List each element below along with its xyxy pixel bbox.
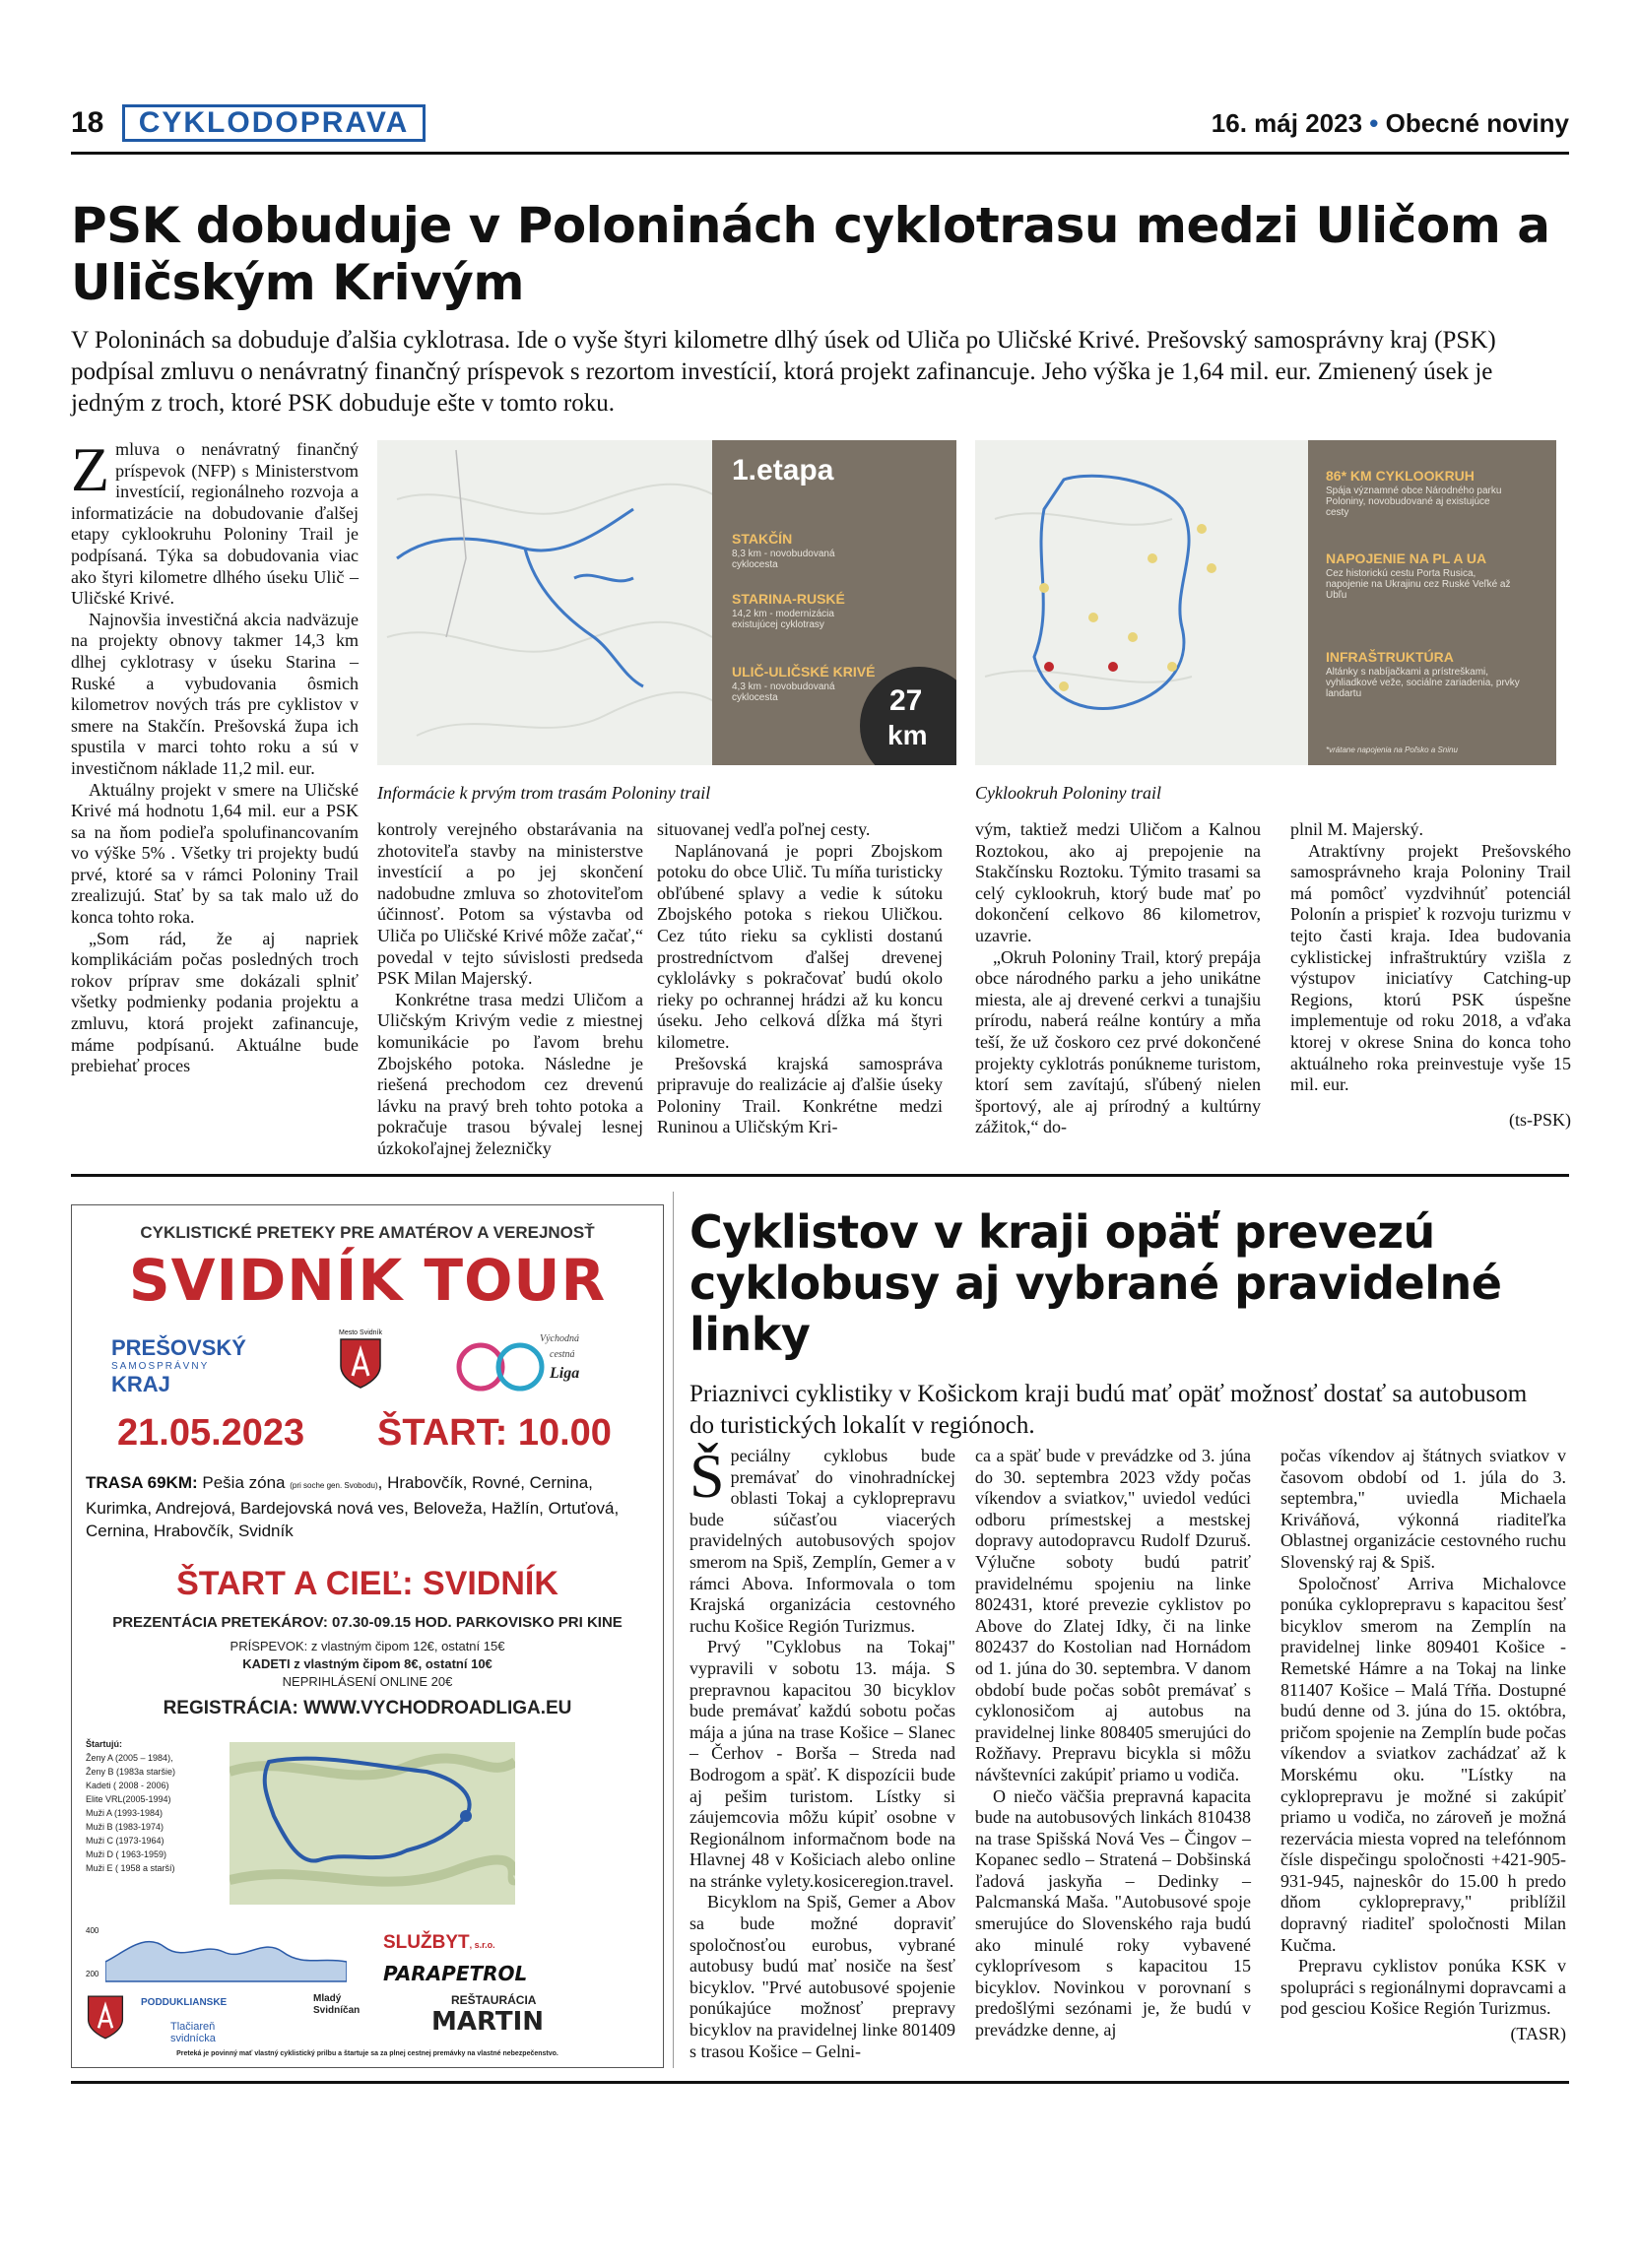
issue-date: 16. máj 2023: [1211, 108, 1363, 138]
sponsor-restauracia: REŠTAURÁCIA: [451, 1993, 537, 2007]
sponsor-text: Tlačiareň: [170, 2021, 216, 2033]
vychodna-liga-logo: [446, 1328, 604, 1396]
paragraph: „Okruh Poloniny Trail, ktorý prepája obce národného parku a jeho unikátne miesta, ale aj drevené cerkvi a tunajšiu prírodu, naberá reálne kontúry a mňa teší, že už čoskoro cez prvé dokončené projekty cyklotrás ponúkneme turistom, ktorí sem zavítajú, sľúbený nielen športový, ale aj prírodný a kultúrny zážitok,“ do-: [975, 946, 1261, 1137]
route-description: [86, 1471, 647, 1542]
sponsor-tlaciaren: [170, 2021, 216, 2044]
article1-column-4: [975, 819, 1261, 1138]
registration-url: REGISTRÁCIA: WWW.VYCHODROADLIGA.EU: [163, 1698, 572, 1718]
poster-title: SVIDNÍK TOUR: [128, 1247, 607, 1314]
elevation-profile: [86, 1922, 347, 1991]
total-number: 27: [889, 684, 923, 717]
sponsor-mlady-svidnican: [313, 1993, 360, 2017]
paragraph: Prešovská krajská samospráva pripravuje do realizácie aj ďalšie úseky Poloniny Trail. Konkrétne medzi Runinou a Uličským Kri-: [657, 1053, 943, 1137]
page-number: 18: [71, 106, 104, 139]
paper-name: Obecné noviny: [1385, 108, 1569, 138]
paragraph: Bicyklom na Spiš, Gemer a Abov sa bude možné dopraviť spoločnosťou eurobus, vybrané autobusy budú mať nosiče na šesť bicyklov. "Prvé autobusové spojenie ponúkajúce možnosť prepravy bicyklov na pravidelnej linke 801409 s trasou Košice – Gelni-: [689, 1892, 955, 2061]
profile-axis-label: 200: [86, 1970, 99, 1978]
article2-signature: (TASR): [1510, 2024, 1566, 2044]
paragraph: Konkrétne trasa medzi Uličom a Uličským Krivým vedie z miestnej komunikácie po ľavom brehu Zbojského potoka. Následne je riešená prechodom cez drevenú lávku na pravý breh tohto potoka a pokračuje trasou bývalej lesnej úzkokoľajnej železničky: [377, 989, 643, 1158]
route-map: [230, 1742, 515, 1905]
town-label: Mesto Svidník: [339, 1329, 382, 1336]
shield-icon: [86, 1993, 125, 2041]
category-item: Muži E ( 1958 a starší): [86, 1863, 175, 1873]
category-item: Muži B (1983-1974): [86, 1822, 164, 1832]
psk-logo: [111, 1335, 246, 1397]
paragraph: Naplánovaná je popri Zbojskom potoku do obce Ulič. Tu míňa turisticky obľúbené splavy a vedie k sútoku Zbojského potoka s riekou Uličkou. Cez túto rieku sa cyklisti dostanú prostredníctvom ďalšej drevenej cyklolávky s pokračovať budú okolo rieky po ochrannej hrádzi až ku koncu úseku. Jeho celková dĺžka má štyri kilometre.: [657, 840, 943, 1052]
article1-column-3: [657, 819, 943, 1138]
route-text: Pešia zóna: [202, 1473, 286, 1492]
total-unit: km: [887, 720, 928, 750]
paragraph: ca a späť bude v prevádzke od 3. júna do 30. septembra 2023 vždy počas víkendov a sviatkov," uviedol vedúci odboru prímestskej a mestskej dopravy autodopravcu Rudolf Dzuruš. Výlučne soboty budú patriť pravidelnému spojeniu na linke 802431, ktoré prevezie cyklistov po Above do Zlatej Idky, či na linke 802437 do Kostolian nad Hornádom od 1. júna do 30. septembra. V danom období bude počas sobôt premávať s cyklonosičom aj autobus na pravidelnej linke 808405 smerujúci do Rožňavy. Prepravu bicykla si môžu návštevníci zakúpiť priamo u vodiča.: [975, 1446, 1251, 1784]
route-text: , Hrabovčík, Rovné, Cernina, Kurimka, Andrejová, Bardejovská nová ves, Beloveža, Hažlín, Ortuťová, Cernina, Hrabovčík, Svidník: [86, 1473, 620, 1540]
panel-text: Spája významné obce Národného parku Poloniny, novobudované aj existujúce cesty: [1326, 486, 1502, 518]
sponsor-text: Svidníčan: [313, 2005, 361, 2016]
category-item: Muži D ( 1963-1959): [86, 1849, 167, 1859]
panel-text: Cez historickú cestu Porta Rusica, napojenie na Ukrajinu cez Ruské Veľké až Ubľu: [1326, 568, 1511, 601]
paragraph: Prepravu cyklistov ponúka KSK v spolupráci s regionálnymi dopravcami a pod gesciou Košice Región Turizmus.: [1280, 1956, 1566, 2019]
category-item: Ženy A (2005 – 1984),: [86, 1753, 173, 1763]
stage-label: 1.etapa: [732, 454, 834, 486]
separator-dot: •: [1369, 108, 1379, 138]
sponsor-martin: MARTIN: [431, 2007, 545, 2037]
fee-info: KADETI z vlastným čipom 8€, ostatní 10€: [242, 1656, 492, 1671]
paragraph: situovanej vedľa poľnej cesty.: [657, 819, 871, 839]
paragraph: O niečo väčšia prepravná kapacita bude na autobusových linkách 810438 na trase Spišská Nová Ves – Čingov – Kopanec sedlo – Stratená – Dobšinská ľadová jaskyňa – Dedinky – Palcmanská Maša. "Autobusové spoje smerujúce do Slovenského raja budú ako minulé roky vybavené cykloprívesom s kapacitou 15 bicyklov. Novinkou v porovnaní s predošlými sezónami je, že budú v prevádzke denne, aj: [975, 1785, 1251, 2041]
paragraph: kontroly verejného obstarávania na zhotoviteľa stavby na ministerstve investícií a po jej skončení nadobudne zmluva so zhotoviteľom účinnosť. Potom sa výstavba od Uliča po Uličské Krivé môže začať,“ povedal v tejto súvislosti predseda PSK Milan Majerský.: [377, 819, 643, 989]
paragraph: Najnovšia investičná akcia nadväzuje na projekty obnovy takmer 14,3 km dlhej cyklotrasy v úseku Starina – Ruské a vybudovania ôsmich kilometrov nových trás pre cyklistov v smere na Stakčín. Prešovská župa ich spustila v marci tohto roku a sú v investičnom náklade 11,2 mil. eur.: [71, 609, 359, 778]
registration-presentation: PREZENTÁCIA PRETEKÁROV: 07.30-09.15 HOD. PARKOVISKO PRI KINE: [112, 1614, 623, 1631]
town-crest-small: [86, 1993, 141, 2047]
paragraph: Prvý "Cyklobus na Tokaj" vypravili v sobotu 13. mája. S prepravnou kapacitou 30 bicyklov bude premávať každú sobotu počas mája a júna na trase Košice – Slanec – Čerhov - Borša – Streda nad Bodrogom a späť. K dispozícii bude aj pešim turistom. Lístky si záujemcovia môžu kúpiť osobne v Regionálnom informačnom bode na Hlavnej 48 v Košiciach alebo online na stránke vylety.kosiceregion.travel.: [689, 1637, 955, 1891]
column-rule: [673, 1192, 674, 2068]
paragraph: vým, taktiež medzi Uličom a Kalnou Roztokou, ako aj prepojenie na Stakčínsku Roztoku. Týmito trasami sa celý cyklookruh, ktorý bude mať po dokončení celkovo 86 kilometrov, uzavrie.: [975, 819, 1261, 945]
sponsor-text: , s.r.o.: [469, 1940, 495, 1950]
categories-title: Štartujú:: [86, 1739, 122, 1749]
route-map-graphic: [230, 1742, 515, 1905]
first-stage-panel: [712, 440, 956, 765]
sponsor-parapetrol: PARAPETROL: [383, 1962, 528, 1985]
sponsor-text: Mladý: [313, 1993, 342, 2004]
panel-title: 86* KM CYKLOOKRUH: [1326, 468, 1475, 484]
segment-text: 4,3 km - novobudovaná cyklocesta: [732, 681, 835, 703]
article2-column-2: [975, 1446, 1251, 2041]
poster-top-line: CYKLISTICKÉ PRETEKY PRE AMATÉROV A VEREJNOSŤ: [140, 1223, 595, 1242]
shield-icon: [338, 1336, 383, 1390]
paragraph: plnil M. Majerský.: [1290, 819, 1423, 839]
town-crest: [326, 1329, 395, 1393]
paragraph: peciálny cyklobus bude premávať do vinohradníckej oblasti Tokaj a cykloprepravu bude súčasťou viacerých pravidelných autobusových spojov smerom na Spiš, Zemplín, Gemer a v rámci Abova. Informovala o tom Krajská organizácia cestovného ruchu Košice Región Turizmus.: [689, 1446, 955, 1636]
article1-column-1: [71, 434, 359, 1077]
category-item: Elite VRL(2005-1994): [86, 1794, 171, 1804]
psk-line: PREŠOVSKÝ: [111, 1335, 246, 1360]
segment-title: STARINA-RUSKÉ: [732, 591, 845, 607]
category-item: Ženy B (1983a staršie): [86, 1767, 176, 1777]
liga-text: Liga: [550, 1365, 580, 1382]
race-start: ŠTART: 10.00: [377, 1412, 612, 1454]
section-label: CYKLODOPRAVA: [122, 104, 426, 142]
footer-rule: [71, 2081, 1569, 2084]
map1-caption: Informácie k prvým trom trasám Poloniny trail: [377, 783, 711, 803]
race-date: 21.05.2023: [117, 1412, 305, 1454]
article1-lead: V Poloninách sa dobuduje ďalšia cyklotrasa. Ide o vyše štyri kilometre dlhý úsek od Uliča po Uličské Krivé. Prešovský samosprávny kraj (PSK) podpísal zmluvu o nenávratný finančný príspevok s rezortom investícií, ktorá projekt zafinancuje. Jeho výška je 1,64 mil. eur. Zmienený úsek je jedným z troch, ktoré PSK dobuduje ešte v tomto roku.: [71, 327, 1496, 417]
sponsor-podduklianske: PODDUKLIANSKE: [141, 1997, 228, 2008]
article1-column-2: [377, 819, 643, 1160]
svidnik-tour-poster: [71, 1204, 664, 2068]
segment-title: ULIČ-ULIČSKÉ KRIVÉ: [732, 664, 876, 680]
panel-title: NAPOJENIE NA PL A UA: [1326, 551, 1487, 566]
route-note: (pri soche gen. Svobodu): [290, 1481, 378, 1490]
sponsor-sluzbyt: [383, 1932, 495, 1954]
article2-lead: Priaznivci cyklistiky v Košickom kraji budú mať opäť možnosť dostať sa autobusom do turistických lokalít v regiónoch.: [689, 1381, 1528, 1439]
article1-column-5: [1290, 819, 1571, 1131]
paragraph: „Som rád, že aj napriek komplikáciám počas posledných troch rokov príprav sme dokázali splniť všetky podmienky podania projektu a zmluvu, ktorá projekt zafinancuje, máme podpísanú. Aktuálne bude prebiehať proces: [71, 928, 359, 1076]
category-item: Muži C (1973-1964): [86, 1836, 164, 1846]
segment-text: 14,2 km - modernizácia existujúcej cyklotrasy: [732, 609, 834, 630]
categories-list: [86, 1737, 224, 1875]
panel-footnote: *vrátane napojenia na Poľsko a Sninu: [1326, 745, 1458, 754]
map-cycle-loop: [975, 440, 1556, 765]
article2-column-3: [1280, 1446, 1566, 2045]
paragraph: mluva o nenávratný finančný príspevok (NFP) s Ministerstvom investícií, regionálneho rozvoja a informatizácie na dobudovanie ďalšej etapy cyklookruhu Poloniny Trail je podpísaná. Týka sa dobudovania viac ako štyri kilometre dlhého úseku Ulič – Uličské Krivé.: [71, 439, 359, 609]
liga-text: Východná: [540, 1333, 579, 1344]
segment-title: STAKČÍN: [732, 531, 793, 547]
liga-text: cestná: [550, 1349, 575, 1360]
start-finish: ŠTART A CIEĽ: SVIDNÍK: [176, 1565, 558, 1602]
paragraph: počas víkendov aj štátnych sviatkov v časovom období od 1. júla do 3. septembra," uviedla Michaela Kriváňová, výkonná riaditeľka Oblastnej organizácie cestovného ruchu Slovenský raj & Spiš.: [1280, 1446, 1566, 1572]
article1-title: PSK dobuduje v Poloninách cyklotrasu medzi Uličom a Uličským Krivým: [71, 197, 1550, 311]
article2-column-1: [689, 1441, 955, 2062]
panel-text: Altánky s nabíjačkami a prístreškami, vyhliadkové veže, sociálne zariadenia, prvky landartu: [1326, 667, 1520, 699]
article2-title: Cyklistov v kraji opäť prevezú cyklobusy aj vybrané pravidelné linky: [689, 1205, 1502, 1361]
fee-info: NEPRIHLÁSENÍ ONLINE 20€: [282, 1674, 453, 1689]
fee-info: PRÍSPEVOK: z vlastným čipom 12€, ostatní 15€: [230, 1639, 505, 1653]
psk-line: KRAJ: [111, 1372, 170, 1396]
elevation-chart: [105, 1922, 347, 1991]
paragraph: Atraktívny projekt Prešovského samosprávneho kraja Poloniny Trail má pomôcť vyzdvihnúť potenciál Polonín a prispieť k rozvoju turizmu v tejto časti kraja. Idea budovania cyklistickej infraštruktúry vzišla z výstupov iniciatívy Catching-up Regions, ktorú PSK úspešne implementuje od roku 2018, a vďaka ktorej v okrese Snina do konca toho aktuálneho roka preinvestuje vyše 15 mil. eur.: [1290, 840, 1571, 1095]
drop-cap: Š: [689, 1441, 725, 1511]
poster-disclaimer: Preteká je povinný mať vlastný cyklistický prilbu a štartuje sa za plnej cestnej premávky na vlastné nebezpečenstvo.: [176, 2050, 558, 2057]
profile-axis-label: 400: [86, 1926, 99, 1935]
drop-cap: Z: [71, 434, 110, 504]
map-first-stage: [377, 440, 956, 765]
paragraph: Spoločnosť Arriva Michalovce ponúka cykloprepravu s kapacitou šesť bicyklov smerom na Zemplín na pravidelnej linke 809401 Košice - Remetské Hámre a na Tokaj na linke 811407 Košice – Malá Tŕňa. Dostupné budú denne od 3. júna do 15. októbra, pričom spojenie na Zemplín bude počas víkendov a sviatkov zachádzať až k Morskému oku. "Lístky na cykloprepravu je možné si zakúpiť priamo u vodiča, no zároveň je možná rezervácia miesta vopred na telefónnom čísle dispečingu spoločnosti +421-905-931-945, najneskôr do 15.00 h predo dňom cykloprepravy," priblížil dopravný riaditeľ spoločnosti Milan Kučma.: [1280, 1573, 1566, 1955]
segment-text: 8,3 km - novobudovaná cyklocesta: [732, 549, 835, 570]
header-rule: [71, 152, 1569, 155]
issue-info: [1212, 108, 1569, 139]
article1-signature: (ts-PSK): [1508, 1109, 1571, 1130]
total-badge: [860, 667, 956, 765]
sponsor-text: svidnícka: [170, 2033, 216, 2044]
psk-line: SAMOSPRÁVNY: [111, 1361, 210, 1372]
category-item: Kadeti ( 2008 - 2006): [86, 1781, 169, 1790]
paragraph: Aktuálny projekt v smere na Uličské Krivé má hodnotu 1,64 mil. eur a PSK sa na ňom podieľa spolufinancovaním vo výške 5% . Všetky tri projekty budú prvé, ktoré sa v rámci Poloniny Trail zrealizujú. Stať by sa tak malo už do konca tohto roka.: [71, 779, 359, 928]
category-item: Muži A (1993-1984): [86, 1808, 164, 1818]
section-divider: [71, 1174, 1569, 1177]
cycle-loop-panel: [1308, 440, 1556, 765]
map2-caption: Cyklookruh Poloniny trail: [975, 783, 1161, 803]
route-label: TRASA 69KM:: [86, 1473, 198, 1492]
sponsor-text: SLUŽBYT: [383, 1932, 470, 1953]
panel-title: INFRAŠTRUKTÚRA: [1326, 649, 1454, 665]
